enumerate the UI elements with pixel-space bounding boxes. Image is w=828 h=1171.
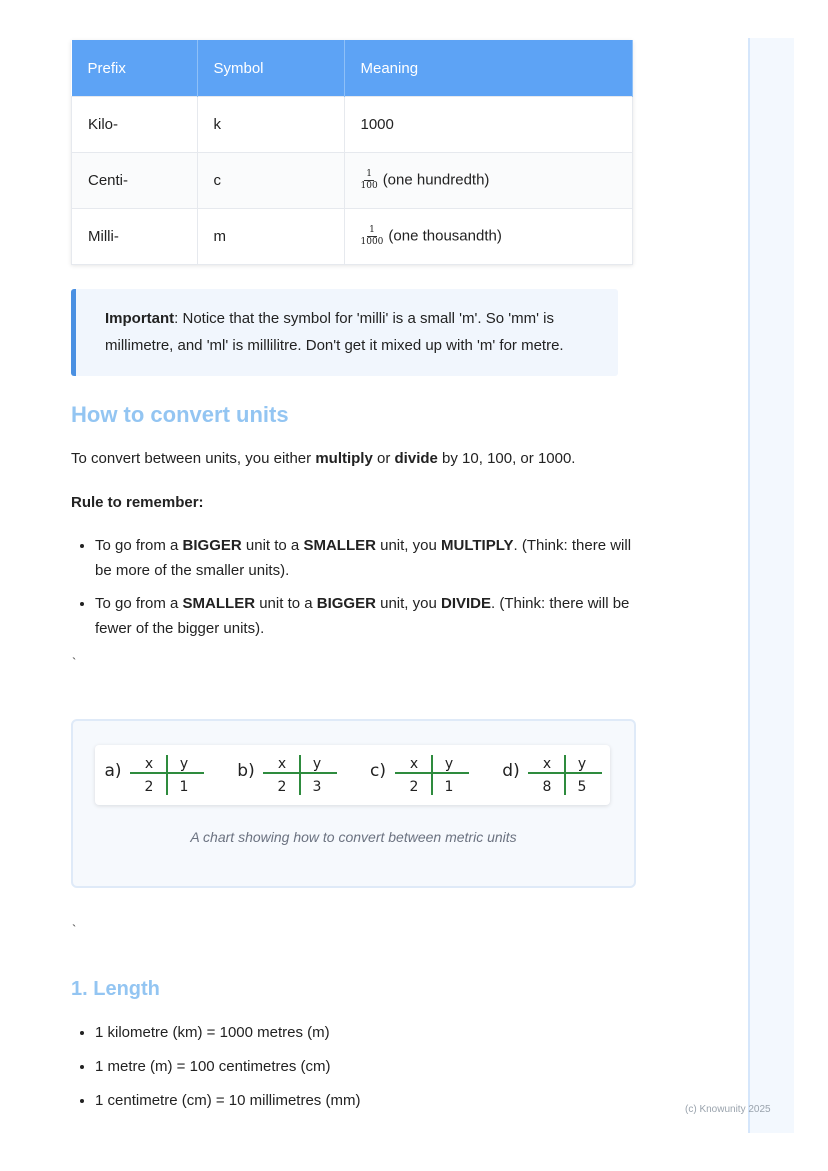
xy-table-x-value: 2 <box>144 779 154 795</box>
xy-table-y-header: y <box>444 756 454 772</box>
xy-table-diagram <box>95 745 610 805</box>
convert-intro <box>71 450 575 467</box>
meaning-text: (one hundredth) <box>382 171 490 189</box>
xy-table-x-header: x <box>542 756 552 772</box>
table-row <box>72 209 633 265</box>
xy-table-x-header: x <box>277 756 287 772</box>
symbol-cell: c <box>197 153 344 209</box>
xy-table-x-value: 8 <box>542 779 552 795</box>
fraction-denominator: 1000 <box>360 237 384 247</box>
section-heading-length: 1. Length <box>71 978 160 1000</box>
xy-table-y-value: 3 <box>312 779 322 795</box>
meaning-cell <box>344 153 633 209</box>
intro-bold-multiply: multiply <box>315 450 373 467</box>
fraction <box>361 170 378 191</box>
intro-bold-divide: divide <box>394 450 438 467</box>
figure-caption: A chart showing how to convert between metric units <box>190 829 517 845</box>
prefix-cell: Milli- <box>72 209 198 265</box>
intro-text: or <box>372 450 395 467</box>
xy-table-x-value: 2 <box>277 779 287 795</box>
xy-table-y-value: 5 <box>577 779 587 795</box>
fraction-numerator: 1 <box>369 225 375 235</box>
callout-text: : Notice that the symbol for 'milli' is a small 'm'. So 'mm' is millimetre, and 'ml' is millilitre. Don't get it mixed up with 'm' for metre. <box>105 310 564 354</box>
intro-text: To convert between units, you either <box>71 450 316 467</box>
xy-table-label: a) <box>104 761 122 781</box>
length-list <box>71 1016 360 1118</box>
rules-list <box>71 533 645 649</box>
list-item <box>95 591 645 641</box>
table-row <box>72 153 633 209</box>
rule-text: To go from a <box>95 595 183 612</box>
figure-box <box>71 719 636 888</box>
header-prefix: Prefix <box>72 40 198 97</box>
xy-table-y-header: y <box>577 756 587 772</box>
xy-table-label: b) <box>237 761 255 781</box>
stray-backtick: ` <box>72 655 77 670</box>
rule-bold: SMALLER <box>182 595 256 612</box>
stray-backtick: ` <box>72 922 77 937</box>
list-item: • 1 kilometre (km) = 1000 metres (m) <box>95 1016 360 1050</box>
xy-tables-svg <box>95 745 610 805</box>
meaning-text: (one thousandth) <box>388 227 502 245</box>
rule-text: unit, you <box>375 595 441 612</box>
rule-text: unit to a <box>255 595 317 612</box>
rule-bold: BIGGER <box>316 595 376 612</box>
list-item: • 1 centimetre (cm) = 10 millimetres (mm) <box>95 1084 360 1118</box>
important-callout <box>71 289 618 376</box>
xy-table-y-value: 1 <box>179 779 189 795</box>
table-row <box>72 97 633 153</box>
rule-text: unit, you <box>375 537 441 554</box>
rule-text: . (Think: there will be more of the smaller units). <box>95 537 632 579</box>
xy-table-y-value: 1 <box>444 779 454 795</box>
intro-text: by 10, 100, or 1000. <box>437 450 576 467</box>
xy-table-y-header: y <box>312 756 322 772</box>
header-symbol: Symbol <box>197 40 344 97</box>
xy-table-label: c) <box>370 761 386 781</box>
section-heading-convert: How to convert units <box>71 402 289 427</box>
right-margin-rail <box>748 38 794 1133</box>
rule-bold: SMALLER <box>303 537 376 554</box>
fraction-numerator: 1 <box>366 169 372 179</box>
prefix-table <box>71 40 633 265</box>
xy-table-y-header: y <box>179 756 189 772</box>
xy-table-label: d) <box>502 761 520 781</box>
xy-table-x-value: 2 <box>409 779 419 795</box>
prefix-cell: Centi- <box>72 153 198 209</box>
rule-text: unit to a <box>241 537 304 554</box>
rule-text: . (Think: there will be fewer of the bigger units). <box>95 595 630 637</box>
xy-table-x-header: x <box>144 756 154 772</box>
fraction <box>361 226 384 247</box>
list-item <box>95 533 645 583</box>
callout-bold-label: Important <box>105 310 175 327</box>
rule-bold: BIGGER <box>182 537 242 554</box>
prefix-table-header-row <box>72 40 633 97</box>
prefix-cell: Kilo- <box>72 97 198 153</box>
meaning-cell <box>344 209 633 265</box>
rule-bold: DIVIDE <box>441 595 492 612</box>
symbol-cell: k <box>197 97 344 153</box>
meaning-cell <box>344 97 633 153</box>
fraction-denominator: 100 <box>360 181 378 191</box>
list-item: • 1 metre (m) = 100 centimetres (cm) <box>95 1050 360 1084</box>
rule-label: Rule to remember: <box>71 494 204 511</box>
xy-table-x-header: x <box>409 756 419 772</box>
symbol-cell: m <box>197 209 344 265</box>
rule-bold: MULTIPLY <box>441 537 514 554</box>
watermark: (c) Knowunity 2025 <box>685 1104 771 1115</box>
meaning-text: 1000 <box>360 116 394 133</box>
rule-text: To go from a <box>95 537 183 554</box>
header-meaning: Meaning <box>344 40 633 97</box>
